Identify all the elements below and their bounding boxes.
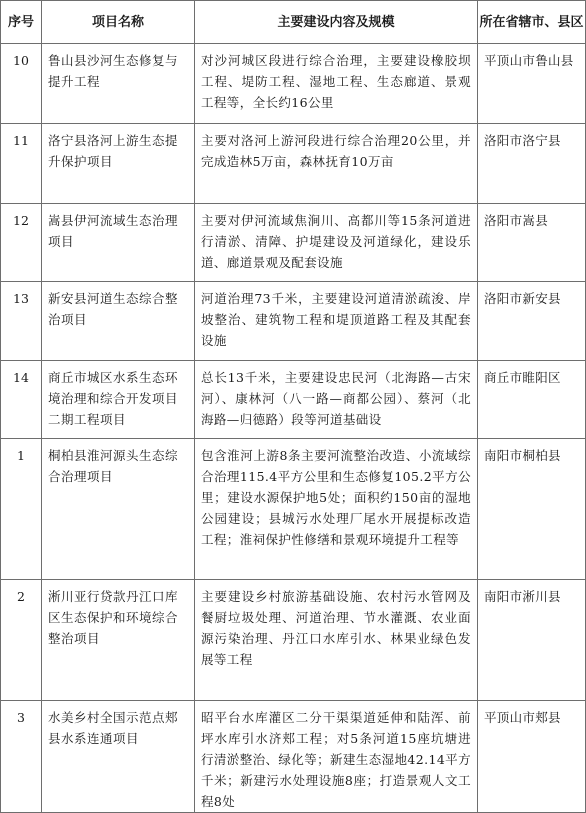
header-content: 主要建设内容及规模	[195, 1, 478, 44]
cell-location: 洛阳市新安县	[478, 282, 586, 361]
cell-name: 鲁山县沙河生态修复与提升工程	[42, 44, 195, 124]
cell-name: 桐柏县淮河源头生态综合治理项目	[42, 439, 195, 580]
cell-location: 南阳市桐柏县	[478, 439, 586, 580]
table-row	[1, 282, 586, 361]
cell-seq: 10	[1, 44, 42, 124]
cell-content: 主要对洛河上游河段进行综合治理20公里，并完成造林5万亩，森林抚育10万亩	[195, 124, 478, 204]
cell-location: 洛阳市嵩县	[478, 204, 586, 282]
cell-seq: 14	[1, 361, 42, 439]
cell-location: 洛阳市洛宁县	[478, 124, 586, 204]
cell-name: 新安县河道生态综合整治项目	[42, 282, 195, 361]
table-row	[1, 124, 586, 204]
cell-content: 主要建设乡村旅游基础设施、农村污水管网及餐厨垃圾处理、河道治理、节水灌溉、农业面源污染治理、丹江口水库引水、林果业绿色发展等工程	[195, 580, 478, 701]
cell-seq: 12	[1, 204, 42, 282]
cell-seq: 3	[1, 701, 42, 813]
cell-seq: 2	[1, 580, 42, 701]
cell-seq: 11	[1, 124, 42, 204]
table-row	[1, 361, 586, 439]
table-row	[1, 580, 586, 701]
cell-seq: 1	[1, 439, 42, 580]
cell-location: 南阳市淅川县	[478, 580, 586, 701]
cell-seq: 13	[1, 282, 42, 361]
header-name: 项目名称	[42, 1, 195, 44]
cell-name: 洛宁县洛河上游生态提升保护项目	[42, 124, 195, 204]
table-row	[1, 439, 586, 580]
table-row	[1, 204, 586, 282]
cell-name: 嵩县伊河流域生态治理项目	[42, 204, 195, 282]
cell-name: 商丘市城区水系生态环境治理和综合开发项目二期工程项目	[42, 361, 195, 439]
cell-content: 总长13千米，主要建设忠民河（北海路—古宋河）、康林河（八一路—商都公园）、蔡河（北海路—归德路）段等河道基础设	[195, 361, 478, 439]
cell-location: 商丘市睢阳区	[478, 361, 586, 439]
header-seq: 序号	[1, 1, 42, 44]
cell-name: 水美乡村全国示范点郏县水系连通项目	[42, 701, 195, 813]
cell-content: 主要对伊河流域焦涧川、高都川等15条河道进行清淤、清障、护堤建设及河道绿化，建设乐道、廊道景观及配套设施	[195, 204, 478, 282]
cell-content: 昭平台水库灌区二分干渠渠道延伸和陆浑、前坪水库引水济郏工程；对5条河道15座坑塘进行清淤整治、绿化等；新建生态湿地42.14平方千米；新建污水处理设施8座；打造景观人文工程8处	[195, 701, 478, 813]
cell-location: 平顶山市鲁山县	[478, 44, 586, 124]
header-location: 所在省辖市、县区	[478, 1, 586, 44]
cell-content: 对沙河城区段进行综合治理，主要建设橡胶坝工程、堤防工程、湿地工程、生态廊道、景观工程等，全长约16公里	[195, 44, 478, 124]
table-row	[1, 701, 586, 813]
cell-content: 河道治理73千米，主要建设河道清淤疏浚、岸坡整治、建筑物工程和堤顶道路工程及其配套设施	[195, 282, 478, 361]
table-header-row	[1, 1, 586, 44]
cell-content: 包含淮河上游8条主要河流整治改造、小流域综合治理115.4平方公里和生态修复105.2平方公里；建设水源保护地5处；面积约150亩的湿地公园建设；县城污水处理厂尾水开展提标改造工程；淮祠保护性修缮和景观环境提升工程等	[195, 439, 478, 580]
cell-location: 平顶山市郏县	[478, 701, 586, 813]
cell-name: 淅川亚行贷款丹江口库区生态保护和环境综合整治项目	[42, 580, 195, 701]
table-row	[1, 44, 586, 124]
